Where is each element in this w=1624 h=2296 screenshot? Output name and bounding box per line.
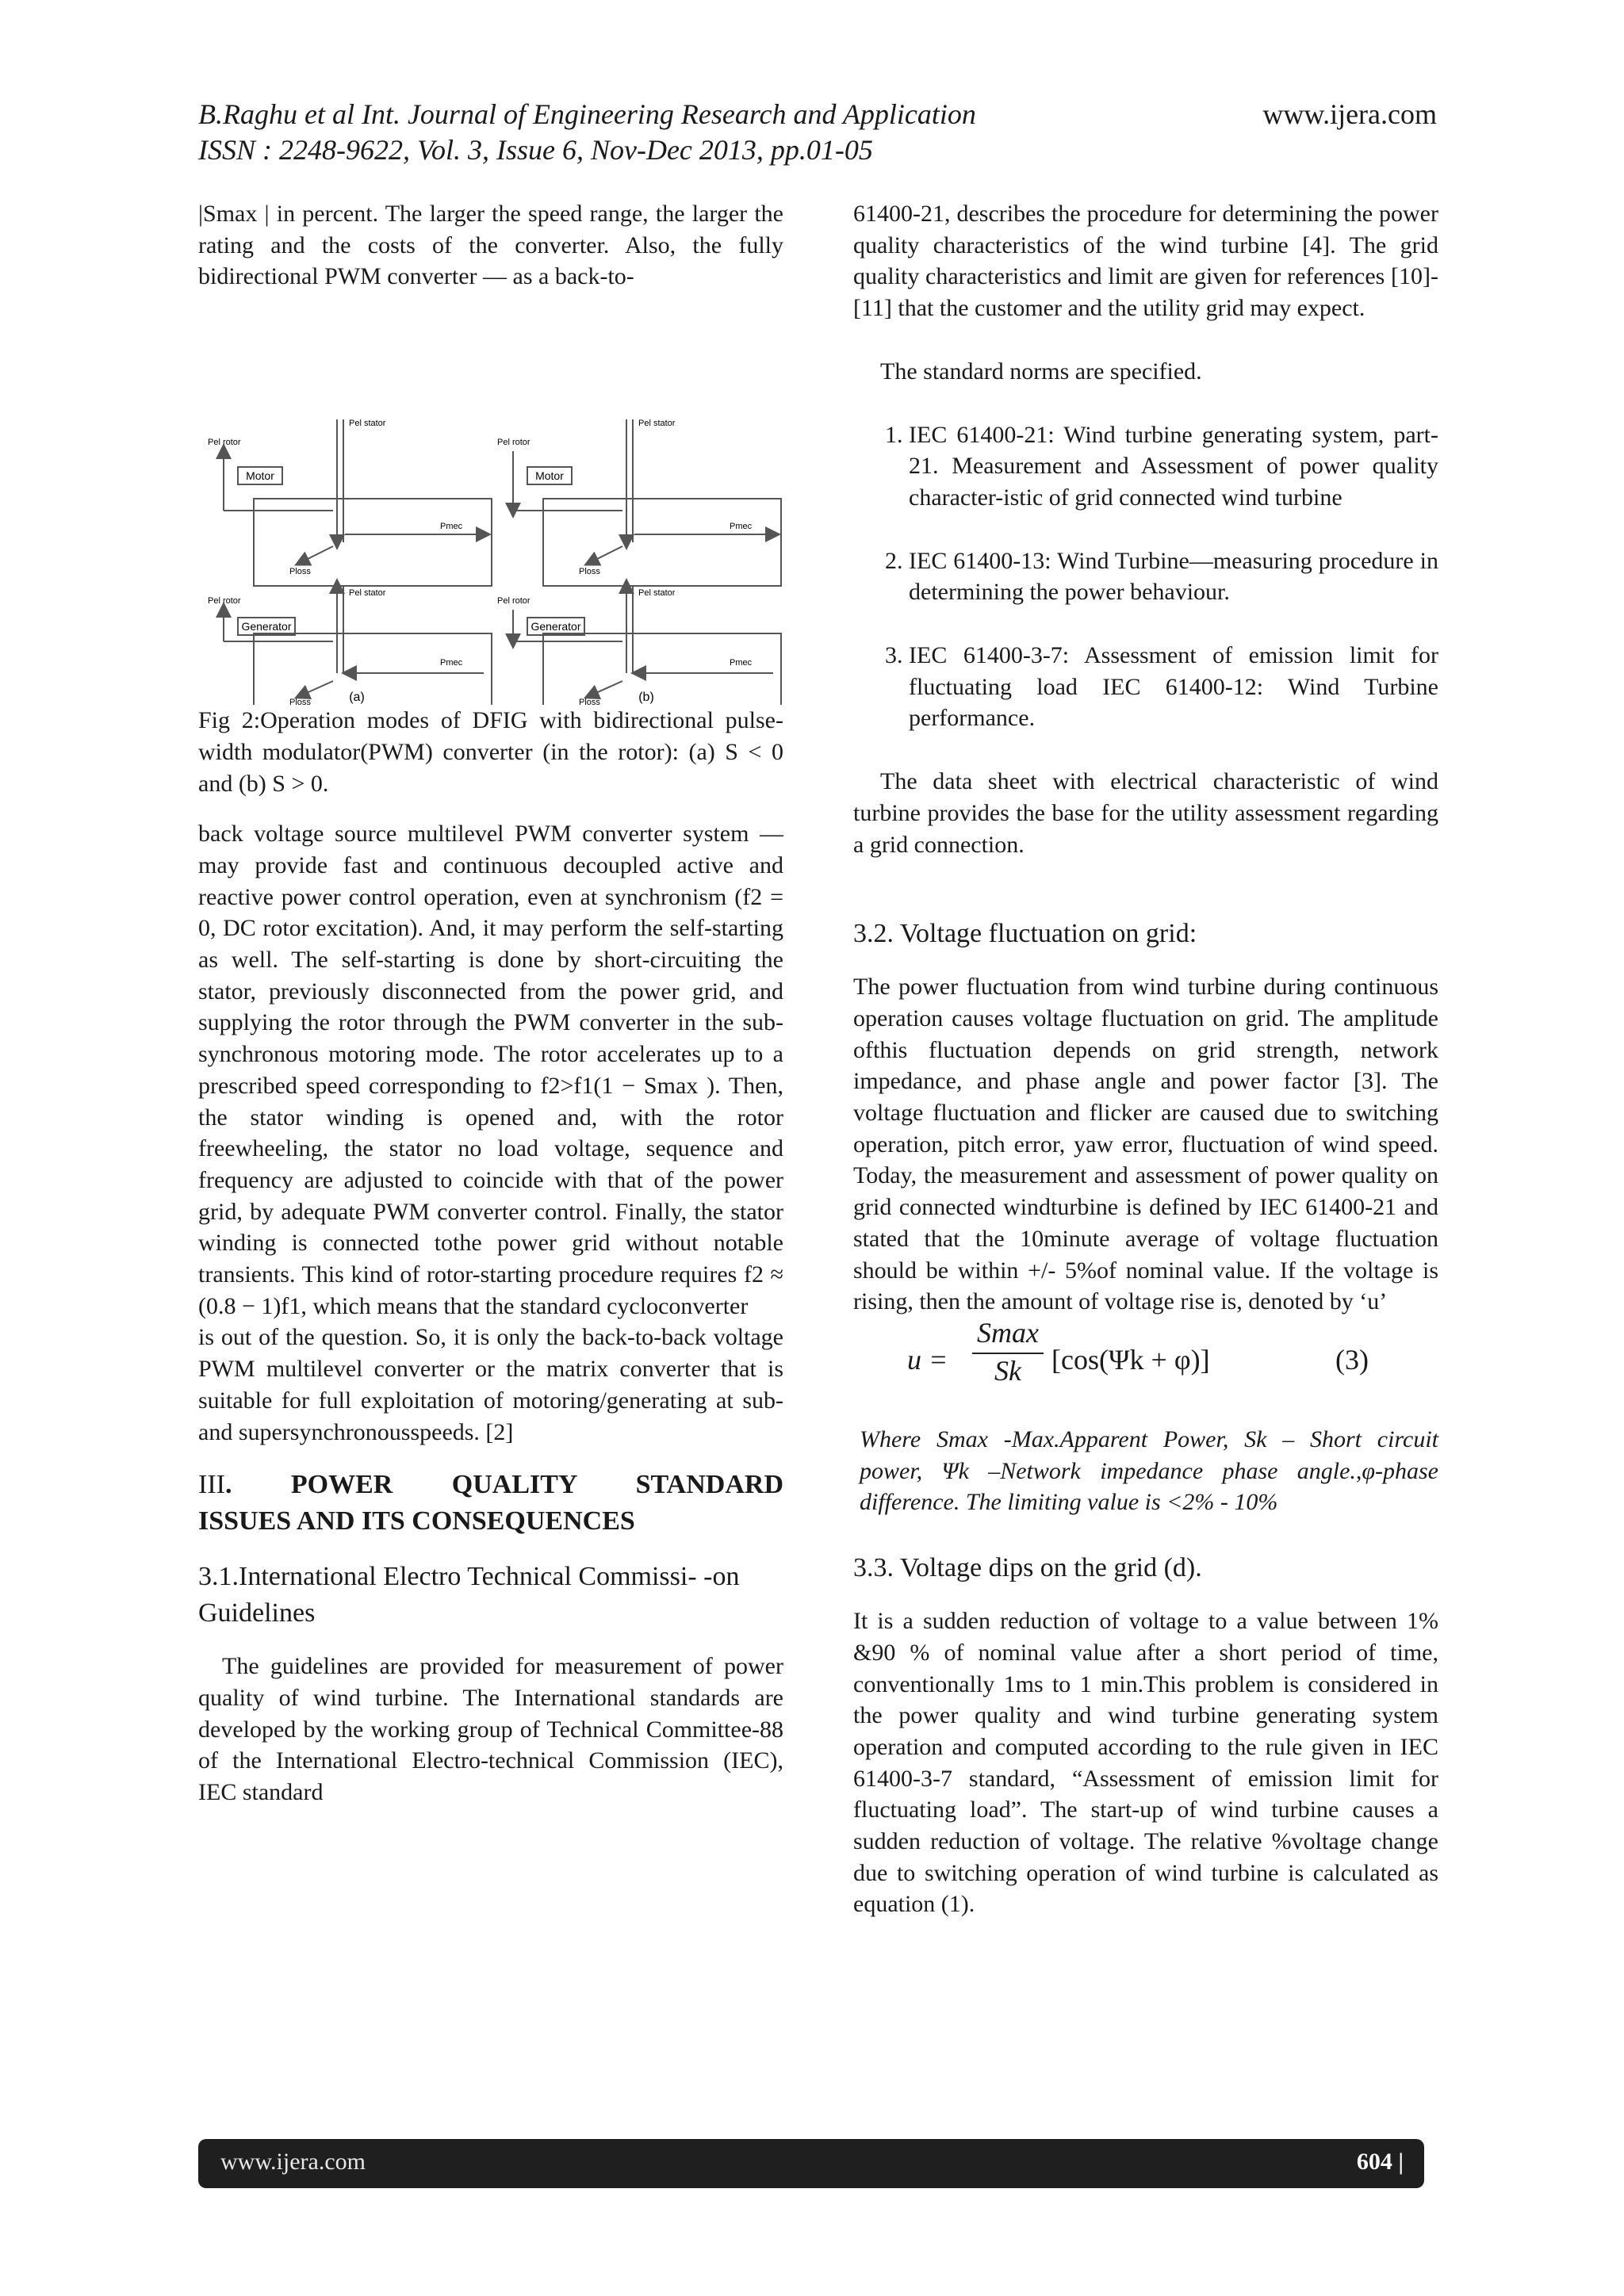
pmec-label: Pmec [440, 658, 463, 668]
paragraph: 61400-21, describes the procedure for determining the power quality characteristics of the wind turbine [4]. The grid quality characteristics and limit are given for references [10]-[11] that the customer and the utility grid may expect. [853, 201, 1438, 322]
paragraph: The power fluctuation from wind turbine during continuous operation causes voltage fluctuation on grid. The amplitude ofthis fluctuation depends on grid strength, network impedance, and phase angle and power factor [3]. The voltage fluctuation and flicker are caused due to switching operation, pitch error, yaw error, fluctuation of wind speed. Today, the measurement and assessment of power quality on grid connected windturbine is defined by IEC 61400-21 and stated that the 10minute average of voltage fluctuation should be within +/- 5%of nominal value. If the voltage is rising, then the amount of voltage rise is, denoted by ‘u’ [853, 974, 1438, 1315]
equation-3 [853, 1318, 1438, 1405]
subfig-label-a: (a) [349, 691, 365, 705]
pel-stator-label: Pel stator [638, 419, 676, 429]
paragraph: The data sheet with electrical characteristic of wind turbine provides the base for the utility assessment regarding a grid connection. [853, 768, 1438, 858]
eq-fraction [972, 1318, 1044, 1387]
page-footer [198, 2139, 1424, 2188]
journal-title: B.Raghu et al Int. Journal of Engineering Research and Application [198, 98, 976, 130]
figure-caption: Fig 2:Operation modes of DFIG with bidirectional pulse-width modulator(PWM) converter (in the rotor): (a) S < 0 and (b) S > 0. [198, 707, 783, 797]
panel-a-generator [224, 586, 492, 705]
paragraph: It is a sudden reduction of voltage to a value between 1% &90 % of nominal value after a short period of time, conventionally 1ms to 1 min.This problem is considered in the power quality and wind turbine generating system operation and computed according to the rule given in IEC 61400-3-7 standard, “Assessment of emission limit for fluctuating load”. The start-up of wind turbine causes a sudden reduction of voltage. The relative %voltage change due to switching operation of wind turbine is calculated as equation (1). [853, 1608, 1438, 1918]
equation-where: Where Smax -Max.Apparent Power, Sk – Short circuit power, Ψk –Network impedance phase angle.,φ-phase difference. The limiting value is <2% - 10% [860, 1425, 1438, 1516]
norms-intro: The standard norms are specified. [880, 358, 1202, 385]
eq-lhs: u = [907, 1343, 948, 1376]
pel-rotor-label: Pel rotor [208, 596, 241, 607]
pel-stator-label: Pel stator [349, 588, 386, 599]
eq-rhs: [cos(Ψk + φ)] [1051, 1343, 1210, 1376]
right-column [853, 198, 1438, 1920]
pmec-label: Pmec [440, 522, 463, 532]
paragraph: |Smax | in percent. The larger the speed range, the larger the rating and the costs of the converter. Also, the fully bidirectional PWM converter — as a back-to- [198, 201, 783, 290]
paragraph: back voltage source multilevel PWM converter system — may provide fast and continuous decoupled active and reactive power control operation, even at synchronism (f2 = 0, DC rotor excitation). And, it may perform the self-starting as well. The self-starting is done by short-circuiting the stator, previously disconnected from the power grid, and supplying the rotor through the PWM converter in the sub-synchronous motoring mode. The rotor accelerates up to a prescribed speed corresponding to f2>f1(1 − Smax ). Then, the stator winding is opened and, with the rotor freewheeling, the stator no load voltage, sequence and frequency are adjusted to coincide with that of the power grid, by adequate PWM converter control. Finally, the stator winding is connected tothe power grid without notable transients. This kind of rotor-starting procedure requires f2 ≈ (0.8 − 1)f1, which means that the standard cycloconverter [198, 821, 783, 1319]
generator-label: Generator [241, 620, 292, 633]
generator-label: Generator [530, 620, 581, 633]
pel-rotor-label: Pel rotor [497, 438, 530, 448]
dfig-diagram [198, 293, 783, 705]
pel-rotor-label: Pel rotor [497, 596, 530, 607]
pmec-label: Pmec [730, 522, 753, 532]
motor-label: Motor [535, 469, 564, 483]
issn-line: ISSN : 2248-9622, Vol. 3, Issue 6, Nov-Dec 2013, pp.01-05 [198, 134, 873, 166]
pel-stator-label: Pel stator [349, 419, 386, 429]
footer-website: www.ijera.com [220, 2149, 366, 2175]
pel-rotor-label: Pel rotor [208, 438, 241, 448]
header-website: www.ijera.com [1262, 98, 1437, 130]
list-item: 2. IEC 61400-13: Wind Turbine—measuring procedure in determining the power behaviour. [909, 545, 1438, 608]
panel-b-motor [513, 419, 781, 586]
ploss-label: Ploss [289, 698, 311, 706]
paragraph: is out of the question. So, it is only the back-to-back voltage PWM multilevel converter or the matrix converter that is suitable for full exploitation of motoring/generating at sub- and supersynchronousspeeds. [2] [198, 1324, 783, 1445]
ploss-label: Ploss [579, 698, 600, 706]
list-item: 3. IEC 61400-3-7: Assessment of emission limit for fluctuating load IEC 61400-12: Wind Turbine performance. [909, 640, 1438, 734]
section-title-1: . POWER QUALITY STANDARD [224, 1470, 783, 1500]
list-item: 1. IEC 61400-21: Wind turbine generating system, part-21. Measurement and Assessment of power quality character-istic of grid connected wind turbine [909, 419, 1438, 514]
motor-label: Motor [246, 469, 274, 483]
panel-b-generator [513, 586, 781, 705]
ploss-label: Ploss [579, 567, 600, 577]
section-title-2: ISSUES AND ITS CONSEQUENCES [198, 1506, 635, 1536]
panel-a-motor [224, 419, 492, 586]
section-heading [198, 1467, 783, 1503]
pel-stator-label: Pel stator [638, 588, 676, 599]
subfig-label-b: (b) [638, 691, 654, 705]
subsection-heading: 3.3. Voltage dips on the grid (d). [853, 1553, 1202, 1583]
subsection-heading: 3.1.International Electro Technical Commissi- -on Guidelines [198, 1562, 740, 1628]
paragraph: The guidelines are provided for measurement of power quality of wind turbine. The International standards are developed by the working group of Technical Committee-88 of the International Electro-technical Commission (IEC), IEC standard [198, 1653, 783, 1806]
eq-numerator: Smax [972, 1318, 1044, 1354]
subsection-heading: 3.2. Voltage fluctuation on grid: [853, 919, 1197, 949]
ploss-label: Ploss [289, 567, 311, 577]
section-number: III [198, 1470, 225, 1500]
running-header [198, 97, 1437, 168]
eq-denominator: Sk [994, 1354, 1021, 1387]
norms-list [853, 419, 1438, 735]
figure-dfig-modes [198, 293, 783, 705]
left-column [198, 198, 783, 1808]
pmec-label: Pmec [730, 658, 753, 668]
eq-number: (3) [1335, 1343, 1369, 1376]
page-number: 604 | [1356, 2149, 1404, 2175]
